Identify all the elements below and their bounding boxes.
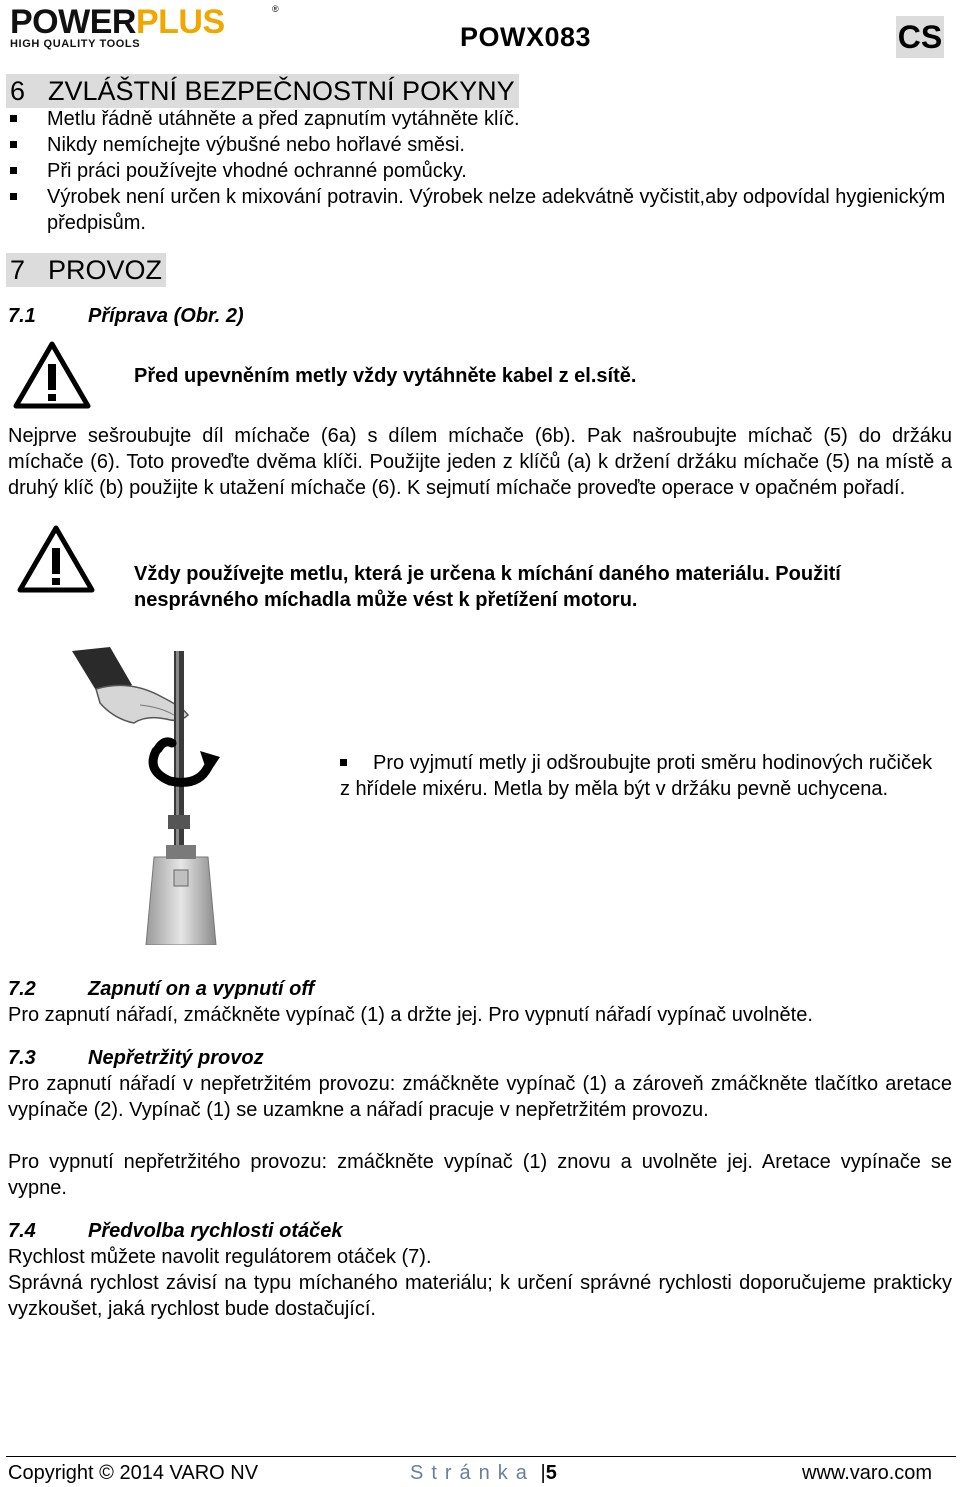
subsection-7-3-heading <box>8 1045 264 1071</box>
subsection-7-4-heading <box>8 1218 343 1244</box>
section-title: PROVOZ <box>48 255 163 285</box>
continuous-on-paragraph: Pro zapnutí nářadí v nepřetržitém provozu: zmáčkněte vypínač (1) a zároveň zmáčkněte tlačítko aretace vypínače (2). Vypínač (1) se uzamkne a nářadí pracuje v nepřetržitém provozu. <box>8 1073 952 1121</box>
footer-website: www.varo.com <box>802 1462 933 1484</box>
list-item: Při práci používejte vhodné ochranné pomůcky. <box>8 158 952 184</box>
continuous-off-paragraph: Pro vypnutí nepřetržitého provozu: zmáčkněte vypínač (1) znovu a uvolněte jej. Aretace vypínače se vypne. <box>8 1151 952 1199</box>
subsection-number: 7.2 <box>8 978 36 1000</box>
brand-tagline: HIGH QUALITY TOOLS <box>10 38 141 50</box>
page-label: Stránka <box>410 1462 535 1484</box>
warning-triangle-icon <box>12 340 92 412</box>
brand-wordmark <box>10 4 225 40</box>
section-6-heading <box>6 74 519 108</box>
subsection-title: Předvolba rychlosti otáček <box>88 1220 343 1242</box>
assembly-paragraph: Nejprve sešroubujte díl míchače (6a) s dílem míchače (6b). Pak našroubujte míchač (5) do držáku míchače (6). Toto proveďte dvěma klíči. Použijte jeden z klíčů (a) k držení držáku míchače (5) na místě a druhý klíč (b) použijte k utažení míchače (6). K sejmutí míchače proveďte operace v opačném pořadí. <box>8 425 952 499</box>
list-item: Metlu řádně utáhněte a před zapnutím vytáhněte klíč. <box>8 106 952 132</box>
bullet-marker <box>340 759 347 766</box>
brand-part1: POWER <box>10 3 136 41</box>
subsection-title: Nepřetržitý provoz <box>88 1047 264 1069</box>
registered-mark: ® <box>272 4 279 14</box>
warning-unplug-text: Před upevněním metly vždy vytáhněte kabel z el.sítě. <box>134 365 637 387</box>
warning-triangle-icon <box>16 524 96 596</box>
language-badge: CS <box>896 16 944 58</box>
footer-divider <box>6 1456 956 1457</box>
footer-page <box>410 1460 557 1486</box>
warning-correct-mixer-text: Vždy používejte metlu, která je určena k míchání daného materiálu. Použití nesprávného míchadla může vést k přetížení motoru. <box>134 563 841 611</box>
subsection-7-2-heading <box>8 976 314 1002</box>
subsection-number: 7.4 <box>8 1220 36 1242</box>
brand-logo <box>10 4 280 48</box>
section-number: 7 <box>10 255 26 285</box>
section-title: ZVLÁŠTNÍ BEZPEČNOSTNÍ POKYNY <box>48 76 515 106</box>
speed-paragraph-1: Rychlost můžete navolit regulátorem otáček (7). <box>8 1246 432 1268</box>
list-item: Nikdy nemíchejte výbušné nebo hořlavé směsi. <box>8 132 952 158</box>
subsection-7-1-heading <box>8 303 244 329</box>
subsection-number: 7.3 <box>8 1047 36 1069</box>
page-separator: | <box>540 1462 546 1484</box>
subsection-title: Příprava (Obr. 2) <box>88 305 244 327</box>
removal-instruction-text: Pro vyjmutí metly ji odšroubujte proti směru hodinových ručiček z hřídele mixéru. Metla by měla být v držáku pevně uchycena. <box>340 752 933 800</box>
section-7-heading <box>6 253 166 287</box>
brand-part2: PLUS <box>135 3 225 41</box>
mixer-removal-illustration <box>70 645 240 945</box>
footer-copyright: Copyright © 2014 VARO NV <box>8 1462 259 1484</box>
safety-bullet-list <box>8 106 952 236</box>
removal-instruction <box>340 750 940 802</box>
subsection-number: 7.1 <box>8 305 36 327</box>
section-number: 6 <box>10 76 26 106</box>
model-number: POWX083 <box>460 22 592 52</box>
page-number: 5 <box>545 1462 557 1484</box>
list-item: Výrobek není určen k mixování potravin. Výrobek nelze adekvátně vyčistit,aby odpovídal hygienickým předpisům. <box>8 184 952 236</box>
speed-paragraph-2: Správná rychlost závisí na typu míchaného materiálu; k určení správné rychlosti doporučujeme prakticky vyzkoušet, jaká rychlost bude dostačující. <box>8 1272 952 1320</box>
on-off-paragraph: Pro zapnutí nářadí, zmáčkněte vypínač (1) a držte jej. Pro vypnutí nářadí vypínač uvolněte. <box>8 1004 813 1026</box>
subsection-title: Zapnutí on a vypnutí off <box>88 978 315 1000</box>
